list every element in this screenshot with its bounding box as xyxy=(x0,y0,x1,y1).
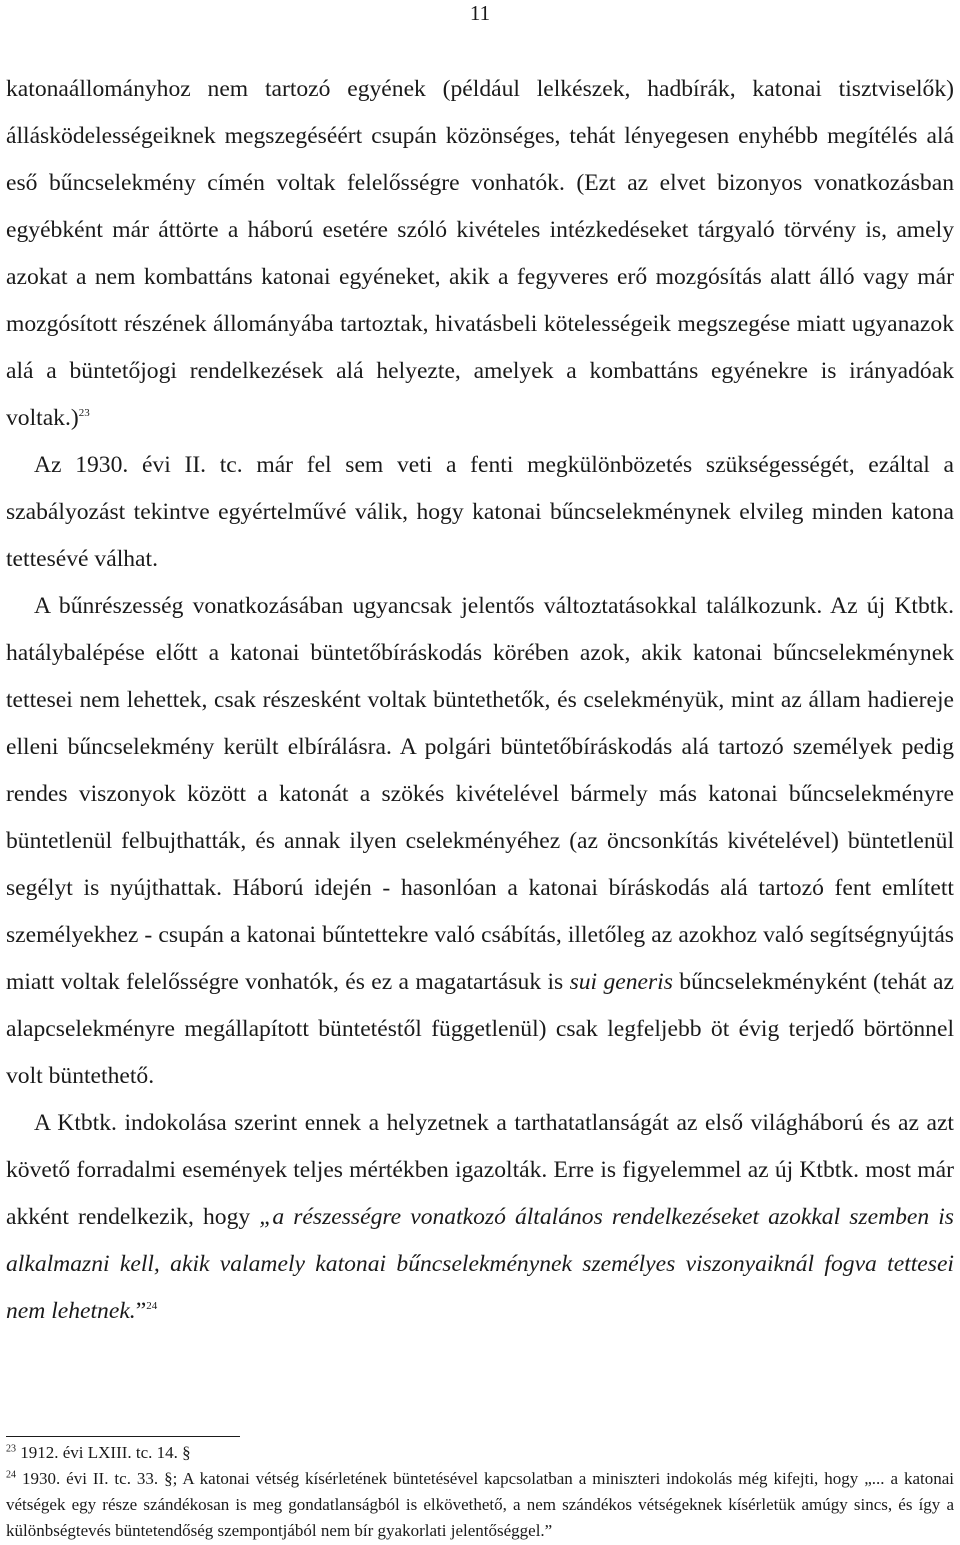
footnote-text: 1930. évi II. tc. 33. §; A katonai vétség kísérletének büntetésével kapcsolatban a miniszteri indokolás még kifejti, hogy „... a katonai vétségek egy része szándékosan is meg gondatlanságból is elkövethető, a nem szándékos vétségeknek kísérletük amúgy sincs, és így a különbségtevés büntetendőség szempontjából nem bír gyakorlati jelentőséggel.” xyxy=(6,1469,955,1540)
footnote xyxy=(6,1440,954,1466)
paragraph-text: A Ktbtk. indokolása szerint ennek a helyzetnek a tarthatatlanságát az első világháború és az azt követő forradalmi események teljes mértékben igazolták. Erre is figyelemmel az új Ktbtk. most már akként rendelkezik, hogy xyxy=(6,1110,954,1230)
footnote-separator xyxy=(6,1436,240,1437)
paragraph xyxy=(6,1100,954,1335)
paragraph-text: katonaállományhoz nem tartozó egyének (például lelkészek, hadbírák, katonai tisztviselők) állásködelességeiknek megszegéséért csupán közönséges, tehát lényegesen enyhébb megítélés alá eső bűncselekmény címén voltak felelősségre vonhatók. (Ezt az elvet bizonyos vonatkozásban egyébként már áttörte a háború esetére szóló kivételes intézkedéseket tárgyaló törvény is, amely azokat a nem kombattáns katonai egyéneket, akik a fegyveres erő mozgósítás alatt álló vagy már mozgósított részének állományába tartoztak, hivatásbeli kötelességeik megszegése miatt ugyanazok alá a büntetőjogi rendelkezések alá helyezte, amelyek a kombattáns egyénekre is irányadóak voltak.) xyxy=(6,76,954,431)
paragraph xyxy=(6,442,954,583)
footnote xyxy=(6,1466,954,1544)
paragraph-text: A bűnrészesség vonatkozásában ugyancsak jelentős változtatásokkal találkozunk. Az új Ktbtk. hatálybalépése előtt a katonai büntetőbíráskodás körében azok, akik katonai bűncselekménynek tettesei nem lehettek, csak részesként voltak büntethetők, és cselekményük, mint az állam hadiereje elleni bűncselekmény került elbírálásra. A polgári büntetőbíráskodás alá tartozó személyek pedig rendes viszonyok között a katonát a szökés kivételével bármely más katonai bűncselekményre büntetlenül felbujthatták, és annak ilyen cselekményéhez (az öncsonkítás kivételével) büntetlenül segélyt is nyújthattak. Háború idején - hasonlóan a katonai bíráskodás alá tartozó fent említett személyekhez - csupán a katonai bűntettekre való csábítás, illetőleg az azokhoz való segítségnyújtás miatt voltak felelősségre vonhatók, és ez a magatartásuk is xyxy=(6,593,954,995)
paragraph xyxy=(6,583,954,1100)
footnote-number: 23 xyxy=(6,1443,16,1455)
italic-text: „a részességre vonatkozó általános rendelkezéseket azokkal szemben is alkalmazni kell, akik valamely katonai bűncselekménynek személyes viszonyaiknál fogva tettesei nem lehetnek. xyxy=(6,1204,954,1324)
footnotes xyxy=(6,1440,954,1544)
paragraph-text: bűncselekményként (tehát az alapcselekményre megállapított büntetéstől függetlenül) csak legfeljebb öt évig terjedő börtönnel volt büntethető. xyxy=(6,969,955,1089)
paragraph-text: Az 1930. évi II. tc. már fel sem veti a fenti megkülönbözetés szükségességét, ezáltal a szabályozást tekintve egyértelművé válik, hogy katonai bűncselekménynek elvileg minden katona tettesévé válhat. xyxy=(6,452,954,572)
body-text xyxy=(6,66,954,1335)
footnote-text: 1912. évi LXIII. tc. 14. § xyxy=(20,1443,191,1462)
page-number: 11 xyxy=(469,1,491,25)
italic-text: sui generis xyxy=(569,969,673,995)
paragraph-text: ” xyxy=(135,1298,147,1324)
paragraph xyxy=(6,66,954,442)
footnote-number: 24 xyxy=(6,1469,16,1481)
footnote-ref: 23 xyxy=(78,407,90,420)
footnote-ref: 24 xyxy=(146,1300,158,1313)
